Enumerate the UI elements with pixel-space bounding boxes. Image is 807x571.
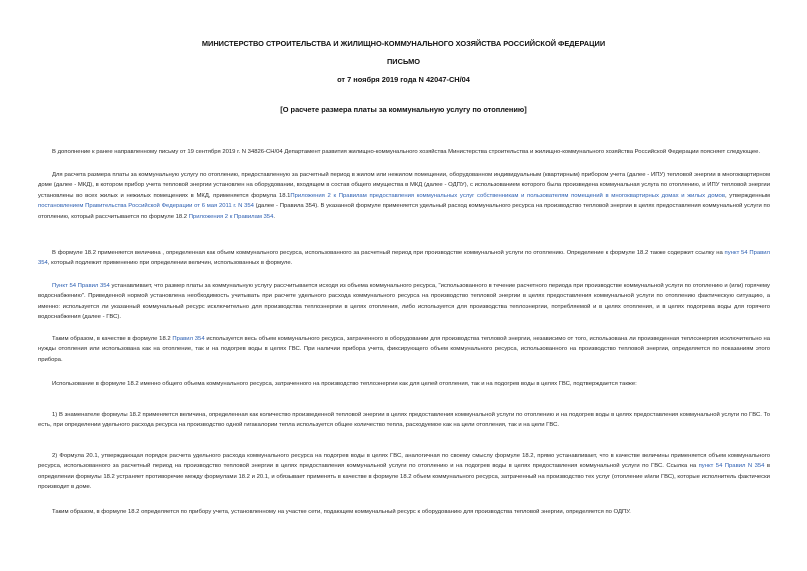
ministry-heading: МИНИСТЕРСТВО СТРОИТЕЛЬСТВА И ЖИЛИЩНО-КОММУНАЛЬНОГО ХОЗЯЙСТВА РОССИЙСКОЙ ФЕДЕРАЦИИ [201,39,606,48]
paragraph-text: Таким образом, в формуле 18.2 [52,509,142,515]
paragraph-text: применяется объем коммунального ресурса, использованного за расчетный период на производство тепловой энергии в целях предоставления коммунальной услуги по отоплению и на подогрев воды в целях предоставления коммунальной услуги по ГВС. Ссылка на [38,453,770,470]
paragraph-text: определяется по ОДПУ. [565,509,631,515]
paragraph-text: определяется по прибору учета, установленному на участке сети, подающем коммунальный ресурс к оборудованию для производства тепловой энергии, [141,509,566,515]
link-point-54-rules-n-354[interactable]: пункт 54 Правил N 354 [698,463,765,470]
subject-heading: [О расчете размера платы за коммунальную услугу по отоплению] [280,105,527,114]
paragraph-confirmation [38,379,770,389]
paragraph-text: В дополнение к ранее направленному письму от 19 сентября 2019 г. N 34826-СН/04 Департамент развития жилищно-коммунального хозяйства Министерства строительства и жилищно-коммунального хозяйства Российской Федерации поясняет следующее. [52,149,761,155]
paragraph-text: 1) В знаменателе формулы 18.2 применяется величина, определенная как количество произведенной тепловой энергии в целях предоставления коммунальной услуги по отоплению и на подогрев воды в целях предоставления коммунальной услуги по ГВС. То есть, при определении удельного расхода ресурса на производство одной гигакалории тепла используется общее количество тепла, расходуемое как на цели отопления, так и на цели ГВС. [38,412,770,429]
date-number-heading: от 7 ноября 2019 года N 42047-СН/04 [337,75,470,84]
paragraph-text: в определении формулы 18.2 устраняет противоречие между формулами 18.2 и 20.1, и обязывает применять в качестве [38,463,770,480]
document-type-heading: ПИСЬМО [387,57,420,66]
paragraph-formula-18-1 [38,170,770,222]
paragraph-text: определяется по показаниям этого прибора. [38,346,770,363]
paragraph-text: , который подлежит применению при определении величин, использованных в формуле. [47,260,293,267]
link-point-54-rules-354[interactable]: пункт 54 Правил 354 [38,250,770,267]
paragraph-text: устанавливает, что размер платы за коммунальную услугу рассчитывается исходя из объема коммунального ресурса, "использованного в течение расчетного периода при производстве коммунальной услуги по отоплению и (или) горячему водоснабжению". Приведенной нормой установлена необходимость учитывать при расчете удельного расхода коммунального ресурса на производство тепловой энергии в целях предоставления коммунальной услуги по отоплению фактическую ситуацию, а именно: используется ли указанный коммунальный ресурс исключительно для производства теплоэнергии в целях отопления, либо используется для производства теплоэнергии, потребляемой и в целях отопления, и в целях подогрева воды для горячего водоснабжения (далее - ГВС). [38,283,770,321]
paragraph-text: (далее - Правила 354). В указанной формуле применяется удельный расход коммунального ресурса на производство тепловой энергии в целях предоставления коммунальной услуги по отоплению, который рассчитывается по формуле 18.2 [38,203,770,220]
paragraph-text: используется весь объем коммунального ресурса, затраченного в оборудовании для производства тепловой энергии, независимо от того, использована ли произведенная теплоэнергия исключительно на нужды отопления или использована как на отопление, так и на подогрев воды в целях ГВС. При наличии прибора учета, фиксирующего объем коммунального ресурса, использованного на производство тепловой энергии, [38,336,770,353]
paragraph-text: , определенная как объем коммунального ресурса, использованного за расчетный период при производстве коммунальной услуги по отоплению. Определение к формуле 18.2 также содержит ссылку на [162,250,725,256]
paragraph-conclusion [38,507,770,517]
paragraph-text: В формуле 18.2 применяется величина [52,250,163,256]
paragraph-text: , утвержденным [724,192,770,199]
paragraph-text: в формуле 18.2 [127,336,173,342]
link-appendix-2-rules-354[interactable]: Приложения 2 к Правилам 354 [188,213,274,220]
link-appendix-2-rules[interactable]: Приложения 2 к Правилам предоставления коммунальных услуг собственникам и пользователям помещений в многоквартирных домах и жилых домов [290,192,725,199]
paragraph-formula-18-2 [38,248,770,269]
paragraph-text: Использование в формуле 18.2 именно общего объема коммунального ресурса, затраченного на производство теплоэнергии как для целей отопления, так и на подогрев воды в целях ГВС, подтверждается также: [52,381,637,387]
paragraph-text: 2) Формула 20.1, утверждающая порядок расчета удельного расхода коммунального ресурса на подогрев воды в целях ГВС, аналогичная по своему смыслу формуле 18.2, прямо устанавливает, что в качестве величины [52,453,672,459]
link-government-decree-354[interactable]: постановлением Правительства Российской Федерации от 6 мая 2011 г. N 354 [38,203,254,210]
paragraph-thus-volume [38,334,770,365]
paragraph-point-54 [38,281,770,323]
paragraph-text: Таким образом, в качестве [52,336,128,342]
paragraph-text: . [273,213,276,220]
paragraph-item-1 [38,410,770,431]
paragraph-item-2 [38,451,770,493]
paragraph-text: в формуле 18.2 объем коммунального ресурса, затраченный на производство тех услуг (отопление и/или ГВС), которые исполнитель фактически производит в доме. [38,473,770,491]
paragraph-intro [38,147,770,157]
link-rules-354[interactable]: Правил 354 [172,336,205,342]
paragraph-text: Для расчета размера платы за коммунальную услугу по отоплению, предоставленную за расчетный период в жилом или нежилом помещении, оборудованном индивидуальным (квартирным) прибором учета (далее - ИПУ) тепловой энергии в многоквартирном доме (далее - МКД), в котором прибор учета тепловой энергии установлен на оборудовании, входящем в состав общего имущества в МКД (далее - ОДПУ), с использованием которого была произведена коммунальная услуга по отоплению, и ИПУ тепловой энергии установлены во всех жилых и нежилых помещениях в МКД, применяется формула 18.1 [38,172,770,199]
link-point-54-rules-354[interactable]: Пункт 54 Правил 354 [52,283,110,289]
